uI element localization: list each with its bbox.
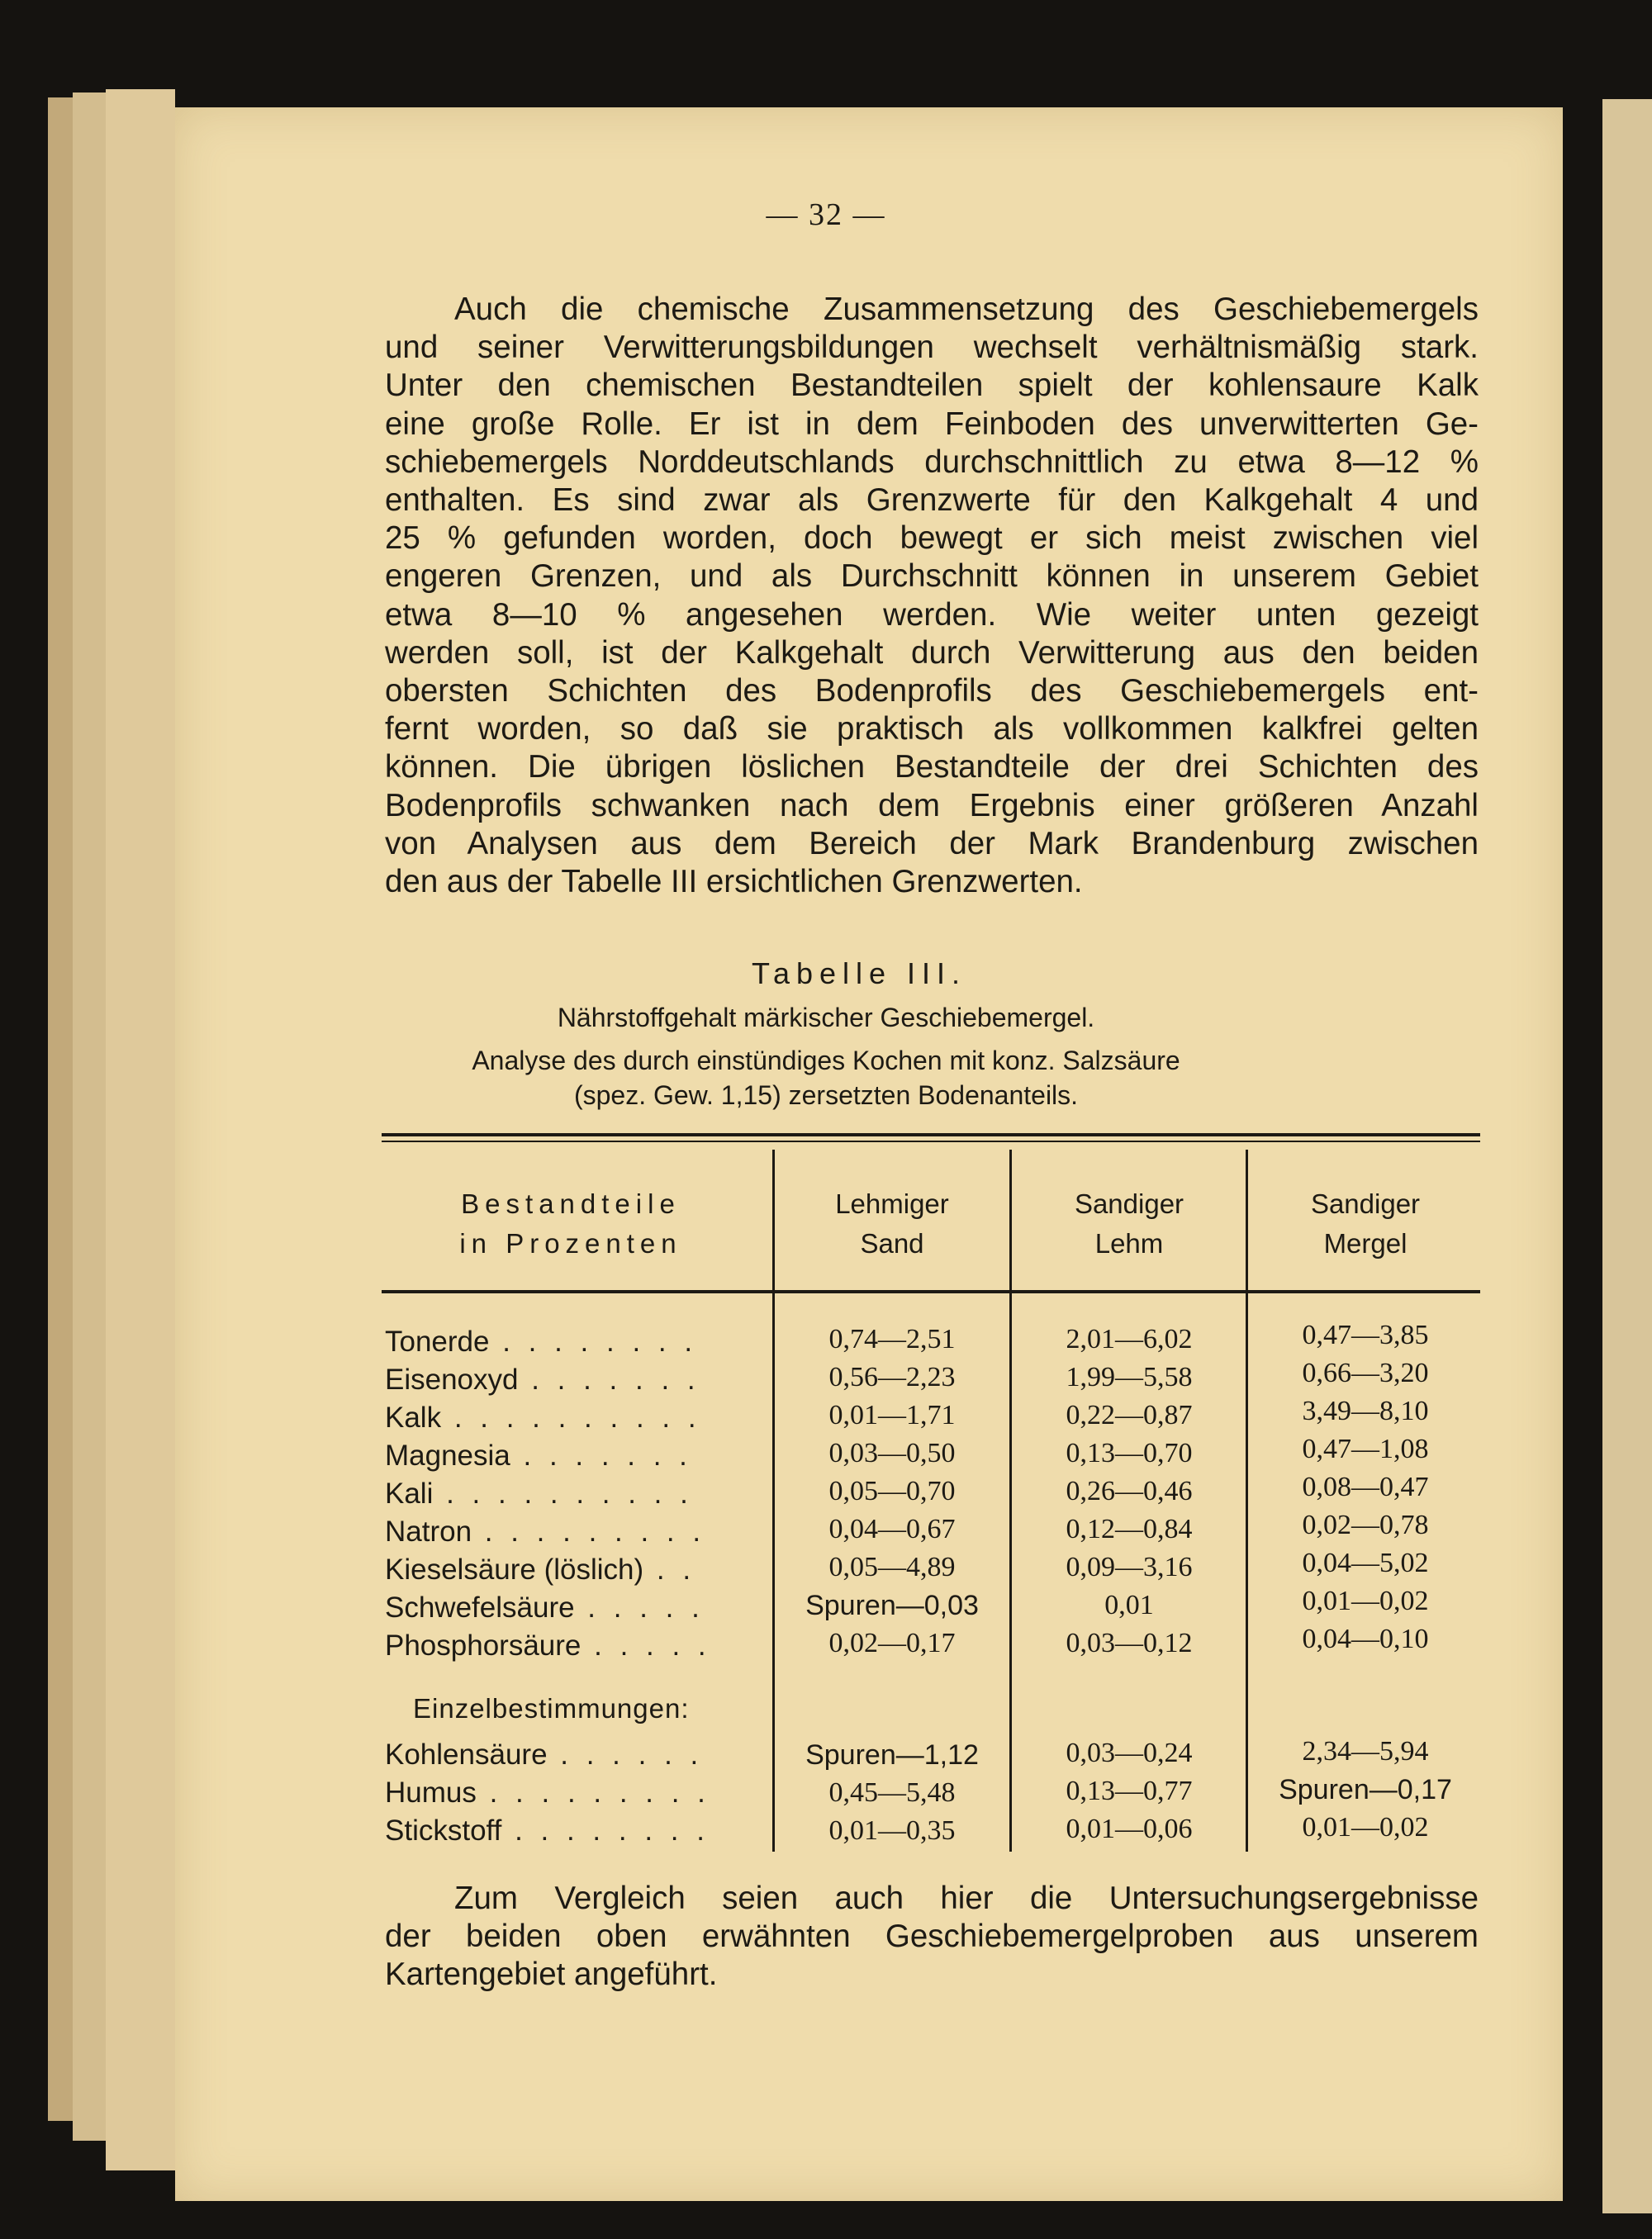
- text-line: schiebemergels Norddeutschlands durchschnittlich zu etwa 8—12 %: [385, 444, 1479, 480]
- header-line: Bestandteile: [461, 1188, 681, 1219]
- table-title: Tabelle III.: [751, 956, 967, 990]
- row-label: [385, 1516, 748, 1549]
- table-cell: 0,08—0,47: [1302, 1472, 1429, 1502]
- leader-dots: . . . . . . . . . .: [441, 1402, 701, 1434]
- leader-dots: . . . . . . .: [518, 1364, 700, 1396]
- table-cell: 0,66—3,20: [1302, 1358, 1429, 1388]
- table-cell: 0,01: [1104, 1590, 1154, 1620]
- header-line: Sandiger: [1074, 1188, 1184, 1219]
- text-line: etwa 8—10 % angesehen werden. Wie weiter unten gezeigt: [385, 596, 1479, 633]
- row-label: [385, 1776, 748, 1810]
- next-page-edge: [1602, 99, 1652, 2213]
- row-label: [385, 1478, 748, 1511]
- page-number: — 32 —: [766, 197, 886, 232]
- table-cell: 0,56—2,23: [828, 1362, 956, 1392]
- text-line: Kartengebiet angeführt.: [385, 1957, 718, 1993]
- text-line: fernt worden, so daß sie praktisch als vollkommen kalkfrei gelten: [385, 711, 1479, 747]
- body-paragraph-1: [385, 291, 1479, 901]
- table-cell: 0,45—5,48: [828, 1777, 956, 1808]
- table-cell: 0,26—0,46: [1066, 1476, 1193, 1506]
- table-cell: 0,01—0,06: [1066, 1814, 1193, 1844]
- body-paragraph-2: [385, 1880, 1479, 1995]
- column-header-lehmiger-sand: [776, 1184, 1008, 1264]
- row-label-text: Kalk: [385, 1402, 442, 1434]
- text-line: Zum Vergleich seien auch hier die Untersuchungsergebnisse: [454, 1881, 1479, 1916]
- table-top-rule: [382, 1141, 1480, 1142]
- book-page-edge: [106, 89, 175, 2170]
- leader-dots: . . . . .: [574, 1591, 705, 1624]
- table-cell: 0,12—0,84: [1066, 1514, 1193, 1544]
- row-label: [385, 1402, 748, 1435]
- table-cell: 0,04—0,10: [1302, 1624, 1429, 1654]
- header-line: Mergel: [1323, 1228, 1408, 1259]
- leader-dots: . . . . . . . .: [489, 1326, 698, 1358]
- table-header-rule: [382, 1290, 1480, 1293]
- row-label: [385, 1739, 748, 1772]
- table-cell: 0,01—0,02: [1302, 1586, 1429, 1616]
- leader-dots: . . . . .: [581, 1629, 711, 1662]
- column-header-sandiger-lehm: [1014, 1184, 1245, 1264]
- row-label-text: Phosphorsäure: [385, 1629, 582, 1662]
- table-cell: 0,01—0,35: [828, 1815, 956, 1846]
- text-line: enthalten. Es sind zwar als Grenzwerte für den Kalkgehalt 4 und: [385, 482, 1479, 519]
- header-line: Sand: [860, 1228, 924, 1259]
- row-label-text: Schwefelsäure: [385, 1591, 575, 1624]
- row-label: [385, 1364, 748, 1397]
- table-cell: 0,09—3,16: [1066, 1552, 1193, 1582]
- row-label-text: Humus: [385, 1776, 477, 1809]
- table-cell: 3,49—8,10: [1302, 1396, 1429, 1426]
- table-cell: 1,99—5,58: [1066, 1362, 1193, 1392]
- header-line: Lehmiger: [835, 1188, 949, 1219]
- table-cell: 0,13—0,70: [1066, 1438, 1193, 1468]
- row-label-text: Kieselsäure (löslich): [385, 1554, 644, 1586]
- text-line: eine große Rolle. Er ist in dem Feinboden des unverwitterten Ge-: [385, 406, 1479, 442]
- row-label-text: Stickstoff: [385, 1814, 502, 1847]
- table-cell: Spuren—0,03: [805, 1590, 979, 1621]
- text-line: Bodenprofils schwanken nach dem Ergebnis einer größeren Anzahl: [385, 787, 1479, 823]
- column-divider: [772, 1150, 775, 1852]
- row-label-text: Natron: [385, 1516, 472, 1548]
- table-cell: 0,22—0,87: [1066, 1400, 1193, 1430]
- table-cell: 0,05—0,70: [828, 1476, 956, 1506]
- leader-dots: . . . . . .: [547, 1739, 704, 1771]
- table-top-rule: [382, 1133, 1480, 1136]
- row-label: [385, 1554, 748, 1587]
- header-line: in Prozenten: [459, 1228, 682, 1259]
- table-cell: 0,04—5,02: [1302, 1548, 1429, 1578]
- column-header-sandiger-mergel: [1250, 1184, 1481, 1264]
- leader-dots: . . . . . . . . . .: [433, 1478, 693, 1510]
- text-line: 25 % gefunden worden, doch bewegt er sich meist zwischen viel: [385, 520, 1479, 557]
- row-label-text: Magnesia: [385, 1440, 510, 1472]
- table-cell: 0,01—1,71: [828, 1400, 956, 1430]
- table-cell: 0,74—2,51: [828, 1324, 956, 1354]
- sub-heading: Einzelbestimmungen:: [413, 1693, 690, 1724]
- row-label: [385, 1440, 748, 1473]
- table-description: (spez. Gew. 1,15) zersetzten Bodenanteils.: [573, 1080, 1079, 1110]
- row-label: [385, 1326, 748, 1359]
- text-line: obersten Schichten des Bodenprofils des Geschiebemergels ent-: [385, 673, 1479, 709]
- column-header-constituents: [385, 1184, 757, 1264]
- table-cell: 0,03—0,24: [1066, 1738, 1193, 1768]
- table-cell: 0,05—4,89: [828, 1552, 956, 1582]
- table-cell: 0,01—0,02: [1302, 1812, 1429, 1843]
- table-cell: 2,34—5,94: [1302, 1736, 1429, 1767]
- leader-dots: . . . . . . . . .: [472, 1516, 706, 1548]
- book-page-edge: [73, 93, 106, 2141]
- table-cell: 2,01—6,02: [1066, 1324, 1193, 1354]
- table-description: Analyse des durch einstündiges Kochen mit konz. Salzsäure: [472, 1046, 1180, 1075]
- table-cell: 0,47—3,85: [1302, 1320, 1429, 1350]
- text-line: der beiden oben erwähnten Geschiebemergelproben aus unserem: [385, 1919, 1479, 1955]
- row-label: [385, 1591, 748, 1625]
- table-cell: 0,04—0,67: [828, 1514, 956, 1544]
- table-cell: 0,03—0,50: [828, 1438, 956, 1468]
- leader-dots: . . . . . . . . .: [476, 1776, 710, 1809]
- text-line: engeren Grenzen, und als Durchschnitt können in unserem Gebiet: [385, 558, 1479, 595]
- text-line: von Analysen aus dem Bereich der Mark Brandenburg zwischen: [385, 825, 1479, 861]
- table-cell: 0,03—0,12: [1066, 1628, 1193, 1658]
- row-label-text: Eisenoxyd: [385, 1364, 519, 1396]
- leader-dots: . . . . . . .: [510, 1440, 692, 1472]
- table-cell: 0,13—0,77: [1066, 1776, 1193, 1806]
- table-cell: Spuren—1,12: [805, 1739, 979, 1771]
- leader-dots: . . . . . . . .: [501, 1814, 710, 1847]
- text-line: Auch die chemische Zusammensetzung des Geschiebemergels: [454, 292, 1479, 327]
- row-label: [385, 1629, 748, 1663]
- table-cell: 0,02—0,78: [1302, 1510, 1429, 1540]
- text-line: Unter den chemischen Bestandteilen spielt der kohlensaure Kalk: [385, 368, 1479, 404]
- leader-dots: . .: [643, 1554, 696, 1586]
- row-label-text: Kohlensäure: [385, 1739, 548, 1771]
- column-divider: [1009, 1150, 1012, 1852]
- table-cell: 0,47—1,08: [1302, 1434, 1429, 1464]
- row-label-text: Tonerde: [385, 1326, 490, 1358]
- column-divider: [1246, 1150, 1248, 1852]
- text-line: den aus der Tabelle III ersichtlichen Grenzwerten.: [385, 864, 1083, 900]
- row-label-text: Kali: [385, 1478, 434, 1510]
- header-line: Lehm: [1094, 1228, 1164, 1259]
- header-line: Sandiger: [1310, 1188, 1421, 1219]
- table-subtitle: Nährstoffgehalt märkischer Geschiebemergel.: [557, 1003, 1095, 1032]
- table-cell: 0,02—0,17: [828, 1628, 956, 1658]
- text-line: werden soll, ist der Kalkgehalt durch Verwitterung aus den beiden: [385, 634, 1479, 671]
- text-line: können. Die übrigen löslichen Bestandteile der drei Schichten des: [385, 749, 1479, 785]
- row-label: [385, 1814, 748, 1848]
- text-line: und seiner Verwitterungsbildungen wechselt verhältnismäßig stark.: [385, 330, 1479, 366]
- table-cell: Spuren—0,17: [1279, 1774, 1452, 1805]
